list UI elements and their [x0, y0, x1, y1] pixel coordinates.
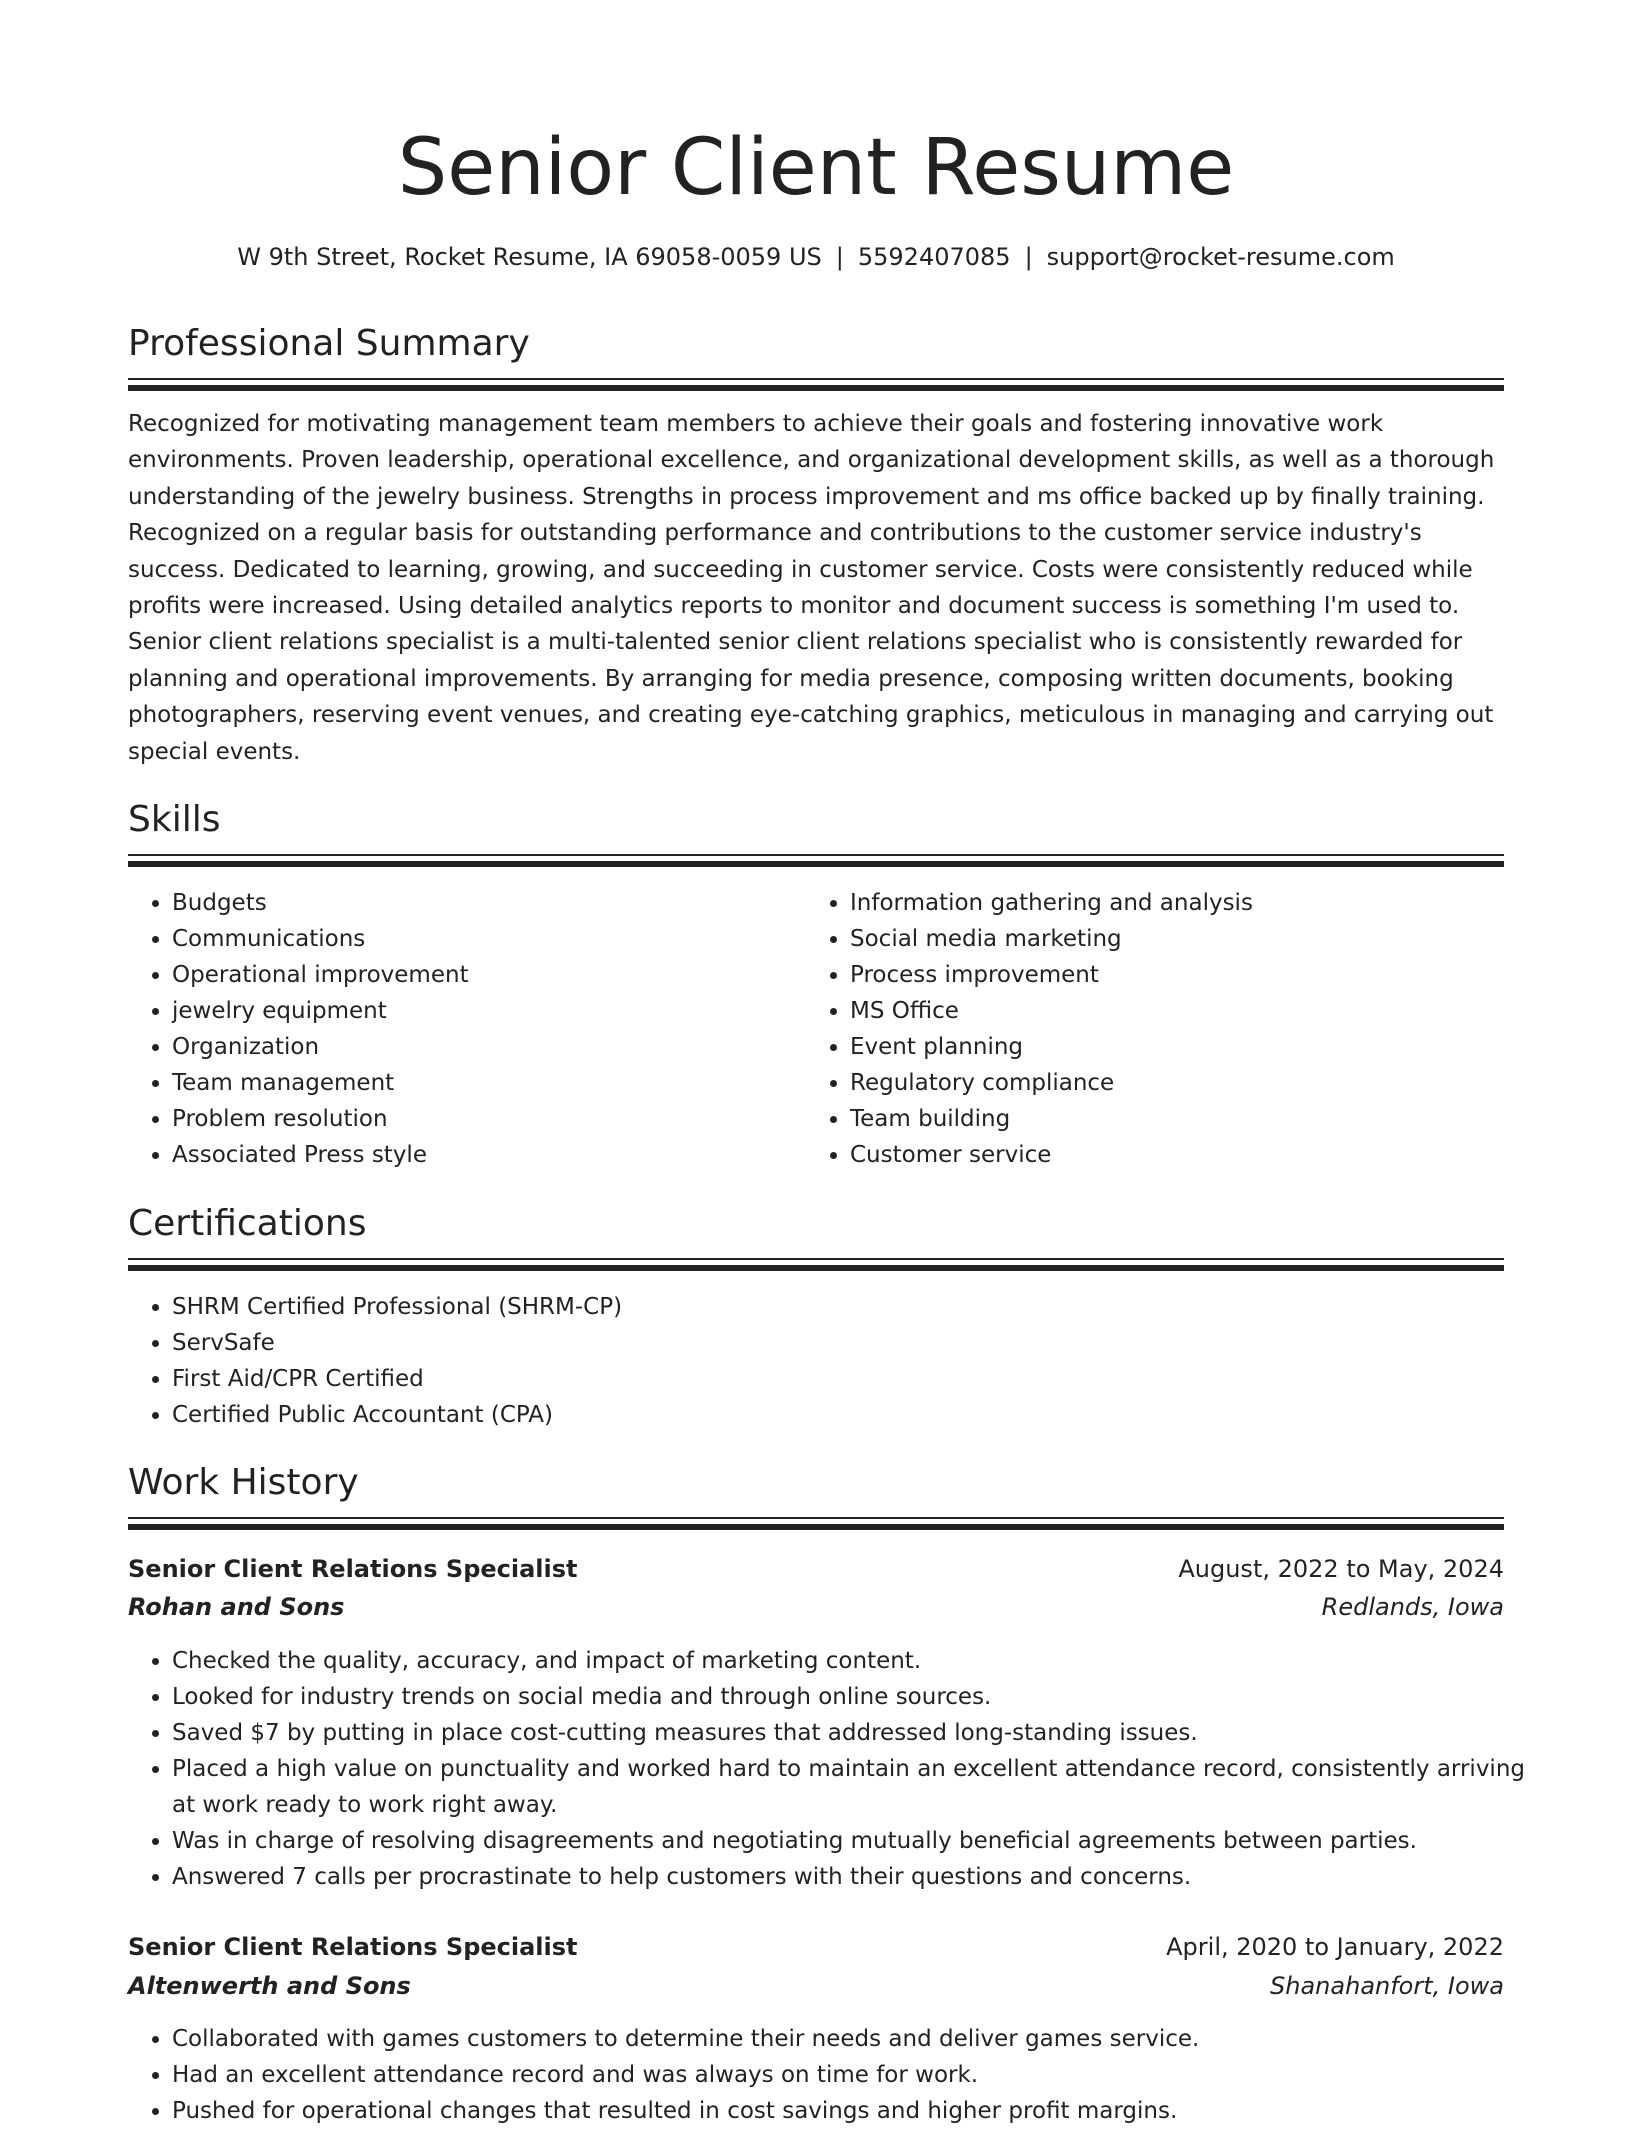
skill-item: • Customer service [850, 1137, 1548, 1173]
job-location: Shanahanfort, Iowa [1270, 1972, 1504, 2000]
job-bullets [128, 2021, 1548, 2129]
section-rule-thick [128, 385, 1504, 391]
skill-item: • Team management [172, 1065, 802, 1101]
certification-item: • SHRM Certified Professional (SHRM-CP) [172, 1289, 1548, 1325]
certifications-heading: Certifications [128, 1203, 367, 1244]
job-bullet: • Placed a high value on punctuality and worked hard to maintain an excellent attendance record, consistently arriving at work ready to work right away. [172, 1751, 1548, 1823]
contact-phone[interactable]: 5592407085 [857, 243, 1011, 271]
summary-heading: Professional Summary [128, 323, 530, 364]
job-bullet: • Saved $7 by putting in place cost-cutting measures that addressed long-standing issues. [172, 1715, 1548, 1751]
section-rule-thin [128, 1517, 1504, 1519]
skill-item: • Problem resolution [172, 1101, 802, 1137]
section-rule-thick [128, 1265, 1504, 1271]
certification-item: • ServSafe [172, 1325, 1548, 1361]
contact-email[interactable]: support@rocket-resume.com [1046, 243, 1395, 271]
skills-section-heading [128, 795, 1504, 845]
skills-list-right [806, 885, 1548, 1173]
skill-item: • Communications [172, 921, 802, 957]
job-bullet: • Collaborated with games customers to determine their needs and deliver games service. [172, 2021, 1548, 2057]
job-location: Redlands, Iowa [1321, 1593, 1504, 1621]
skills-heading: Skills [128, 799, 221, 840]
section-rule-thin [128, 378, 1504, 380]
job-title: Senior Client Relations Specialist [128, 1555, 578, 1583]
resume-title: Senior Client Resume [397, 123, 1235, 213]
skill-item: • Regulatory compliance [850, 1065, 1548, 1101]
skill-item: • Associated Press style [172, 1137, 802, 1173]
job-dates: April, 2020 to January, 2022 [1166, 1933, 1504, 1961]
section-rule-thick [128, 861, 1504, 867]
job-bullet: • Looked for industry trends on social media and through online sources. [172, 1679, 1548, 1715]
job-bullet: • Pushed for operational changes that resulted in cost savings and higher profit margins. [172, 2093, 1548, 2129]
skill-item: • jewelry equipment [172, 993, 802, 1029]
section-rule-thin [128, 1258, 1504, 1260]
job-bullet: • Answered 7 calls per procrastinate to help customers with their questions and concerns. [172, 1859, 1548, 1895]
summary-text: Recognized for motivating management team members to achieve their goals and fostering innovative work environments. Proven leadership, operational excellence, and organizational development skills, as well as a thorough understanding of the jewelry business. Strengths in process improvement and ms office backed up by finally training. Recognized on a regular basis for outstanding performance and contributions to the customer service industry's success. Dedicated to learning, growing, and succeeding in customer service. Costs were consistently reduced while profits were increased. Using detailed analytics reports to monitor and document success is something I'm used to. Senior client relations specialist is a multi-talented senior client relations specialist who is consistently rewarded for planning and operational improvements. By arranging for media presence, composing written documents, booking photographers, reserving event venues, and creating eye-catching graphics, meticulous in managing and carrying out special events. [128, 411, 1495, 765]
job-title: Senior Client Relations Specialist [128, 1933, 578, 1961]
skill-item: • Information gathering and analysis [850, 885, 1548, 921]
skill-item: • Operational improvement [172, 957, 802, 993]
certification-item: • First Aid/CPR Certified [172, 1361, 1548, 1397]
summary-section-heading [128, 319, 1504, 369]
job-bullets [128, 1643, 1548, 1895]
skill-item: • Social media marketing [850, 921, 1548, 957]
job-company: Altenwerth and Sons [128, 1972, 411, 2000]
skill-item: • Process improvement [850, 957, 1548, 993]
certifications-list [128, 1289, 1548, 1433]
job-dates: August, 2022 to May, 2024 [1178, 1555, 1504, 1583]
job-bullet: • Was in charge of resolving disagreements and negotiating mutually beneficial agreements between parties. [172, 1823, 1548, 1859]
contact-address: W 9th Street, Rocket Resume, IA 69058-0059 US [237, 243, 822, 271]
job-bullet: • Had an excellent attendance record and was always on time for work. [172, 2057, 1548, 2093]
skill-item: • Organization [172, 1029, 802, 1065]
contact-separator: | [835, 243, 844, 271]
certifications-section-heading [128, 1199, 1504, 1249]
skills-list-left [128, 885, 802, 1173]
work-section-heading [128, 1458, 1504, 1508]
contact-separator: | [1024, 243, 1033, 271]
section-rule-thick [128, 1524, 1504, 1530]
contact-line [128, 237, 1504, 277]
certification-item: • Certified Public Accountant (CPA) [172, 1397, 1548, 1433]
section-rule-thin [128, 854, 1504, 856]
work-heading: Work History [128, 1462, 359, 1503]
skill-item: • MS Office [850, 993, 1548, 1029]
skill-item: • Team building [850, 1101, 1548, 1137]
job-bullet: • Checked the quality, accuracy, and impact of marketing content. [172, 1643, 1548, 1679]
skill-item: • Event planning [850, 1029, 1548, 1065]
skill-item: • Budgets [172, 885, 802, 921]
job-company: Rohan and Sons [128, 1593, 345, 1621]
